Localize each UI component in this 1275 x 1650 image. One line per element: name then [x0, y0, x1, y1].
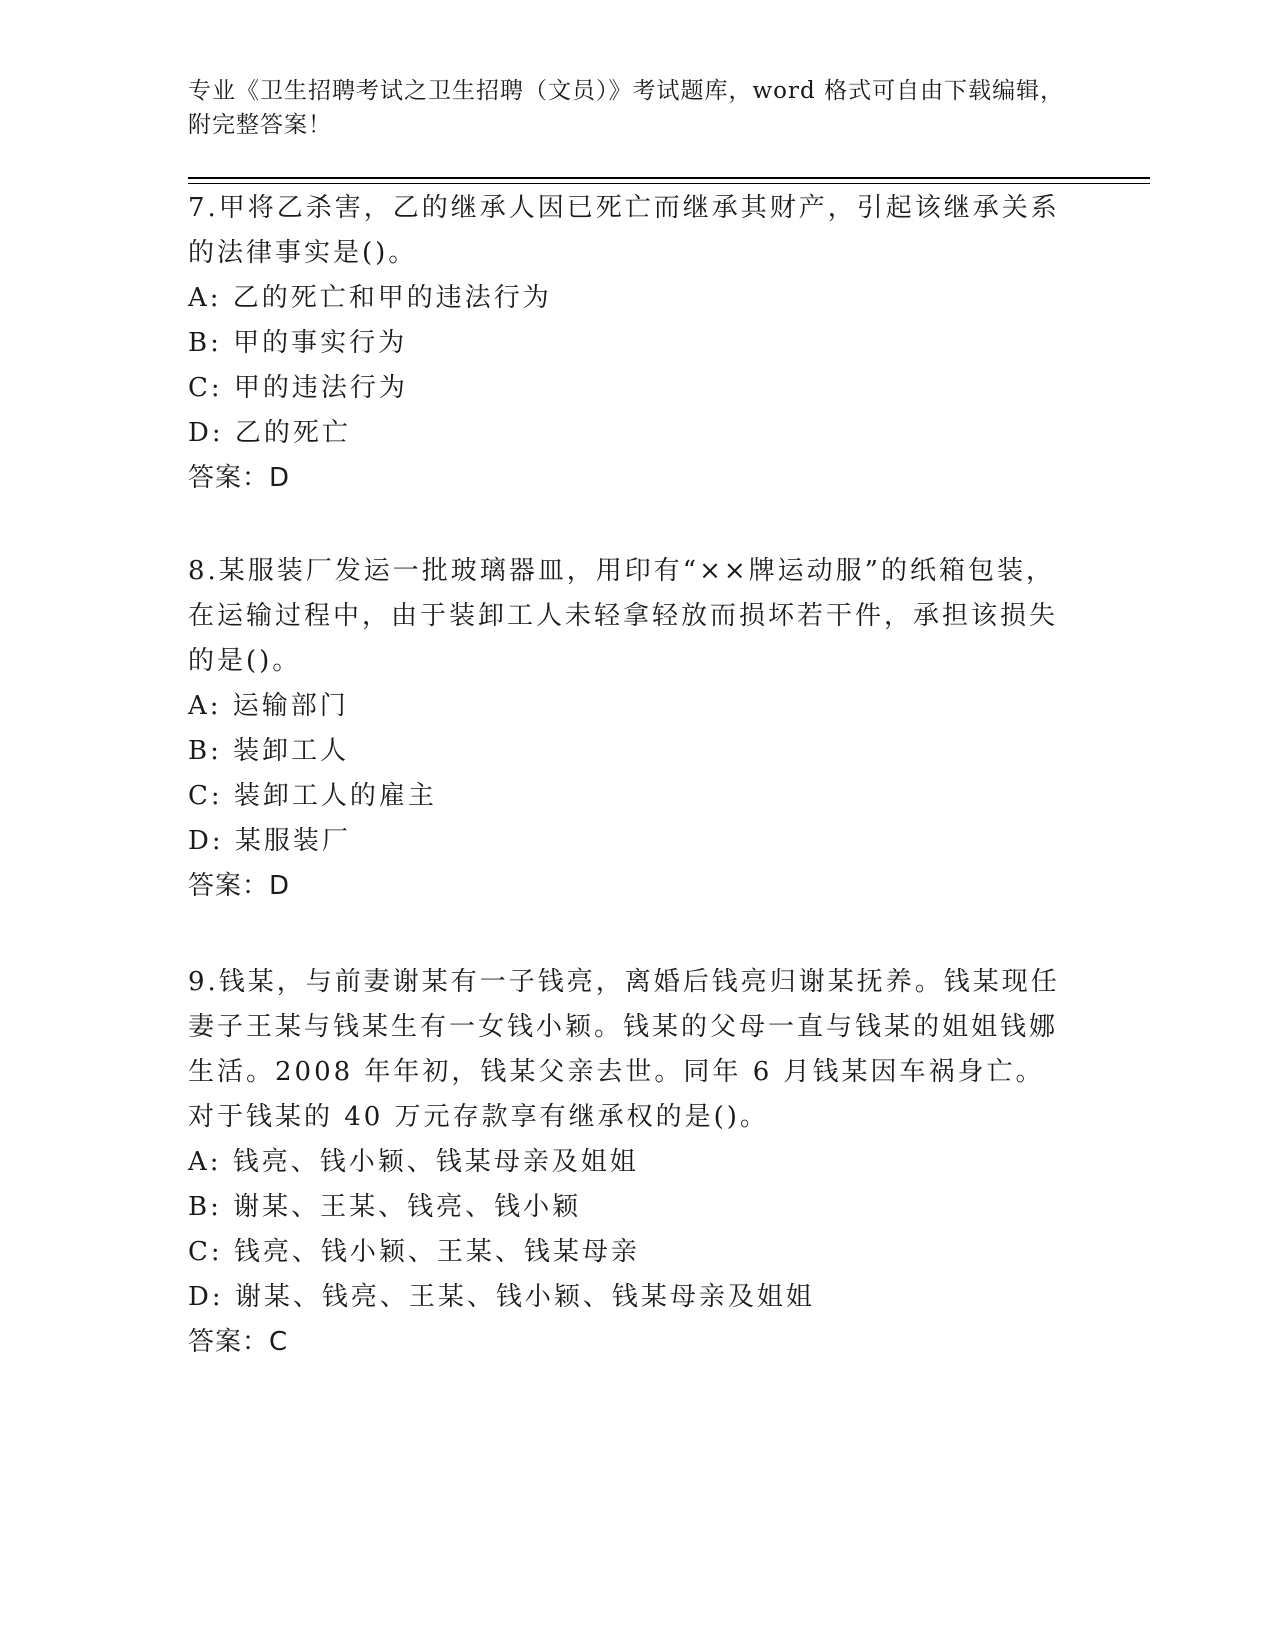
- answer-label: 答案：D: [188, 871, 291, 901]
- question-stem: 8.某服装厂发运一批玻璃器皿，用印有“××牌运动服”的纸箱包装，在运输过程中，由于装卸工人未轻拿轻放而损坏若干件，承担该损失的是()。: [188, 556, 1059, 676]
- option-d: D: 谢某、钱亮、王某、钱小颖、钱某母亲及姐姐: [188, 1282, 815, 1312]
- document-header: 专业《卫生招聘考试之卫生招聘（文员）》考试题库，word 格式可自由下载编辑，附完整答案！: [188, 78, 1065, 138]
- option-d: D: 乙的死亡: [188, 418, 351, 448]
- option-b: B: 装卸工人: [188, 736, 350, 766]
- option-c: C: 钱亮、钱小颖、王某、钱某母亲: [188, 1237, 640, 1267]
- option-c: C: 甲的违法行为: [188, 373, 408, 403]
- option-c: C: 装卸工人的雇主: [188, 781, 437, 811]
- option-a: A: 乙的死亡和甲的违法行为: [188, 283, 552, 313]
- question-stem: 9.钱某，与前妻谢某有一子钱亮，离婚后钱亮归谢某抚养。钱某现任妻子王某与钱某生有一女钱小颖。钱某的父母一直与钱某的姐姐钱娜生活。2008 年年初，钱某父亲去世。同年 6 月钱某因车祸身亡。对于钱某的 40 万元存款享有继承权的是()。: [188, 967, 1060, 1132]
- option-a: A: 钱亮、钱小颖、钱某母亲及姐姐: [188, 1147, 639, 1177]
- question-9: [188, 960, 1068, 1365]
- option-b: B: 甲的事实行为: [188, 328, 408, 358]
- answer-label: 答案：D: [188, 463, 291, 493]
- question-7: [188, 186, 1068, 501]
- option-a: A: 运输部门: [188, 691, 349, 721]
- header-divider-thick: [188, 177, 1150, 179]
- question-8: [188, 549, 1068, 909]
- option-b: B: 谢某、王某、钱亮、钱小颖: [188, 1192, 582, 1222]
- question-stem: 7.甲将乙杀害，乙的继承人因已死亡而继承其财产，引起该继承关系的法律事实是()。: [188, 193, 1060, 268]
- header-divider-thin: [188, 183, 1150, 184]
- option-d: D: 某服装厂: [188, 826, 351, 856]
- answer-label: 答案：C: [188, 1327, 289, 1357]
